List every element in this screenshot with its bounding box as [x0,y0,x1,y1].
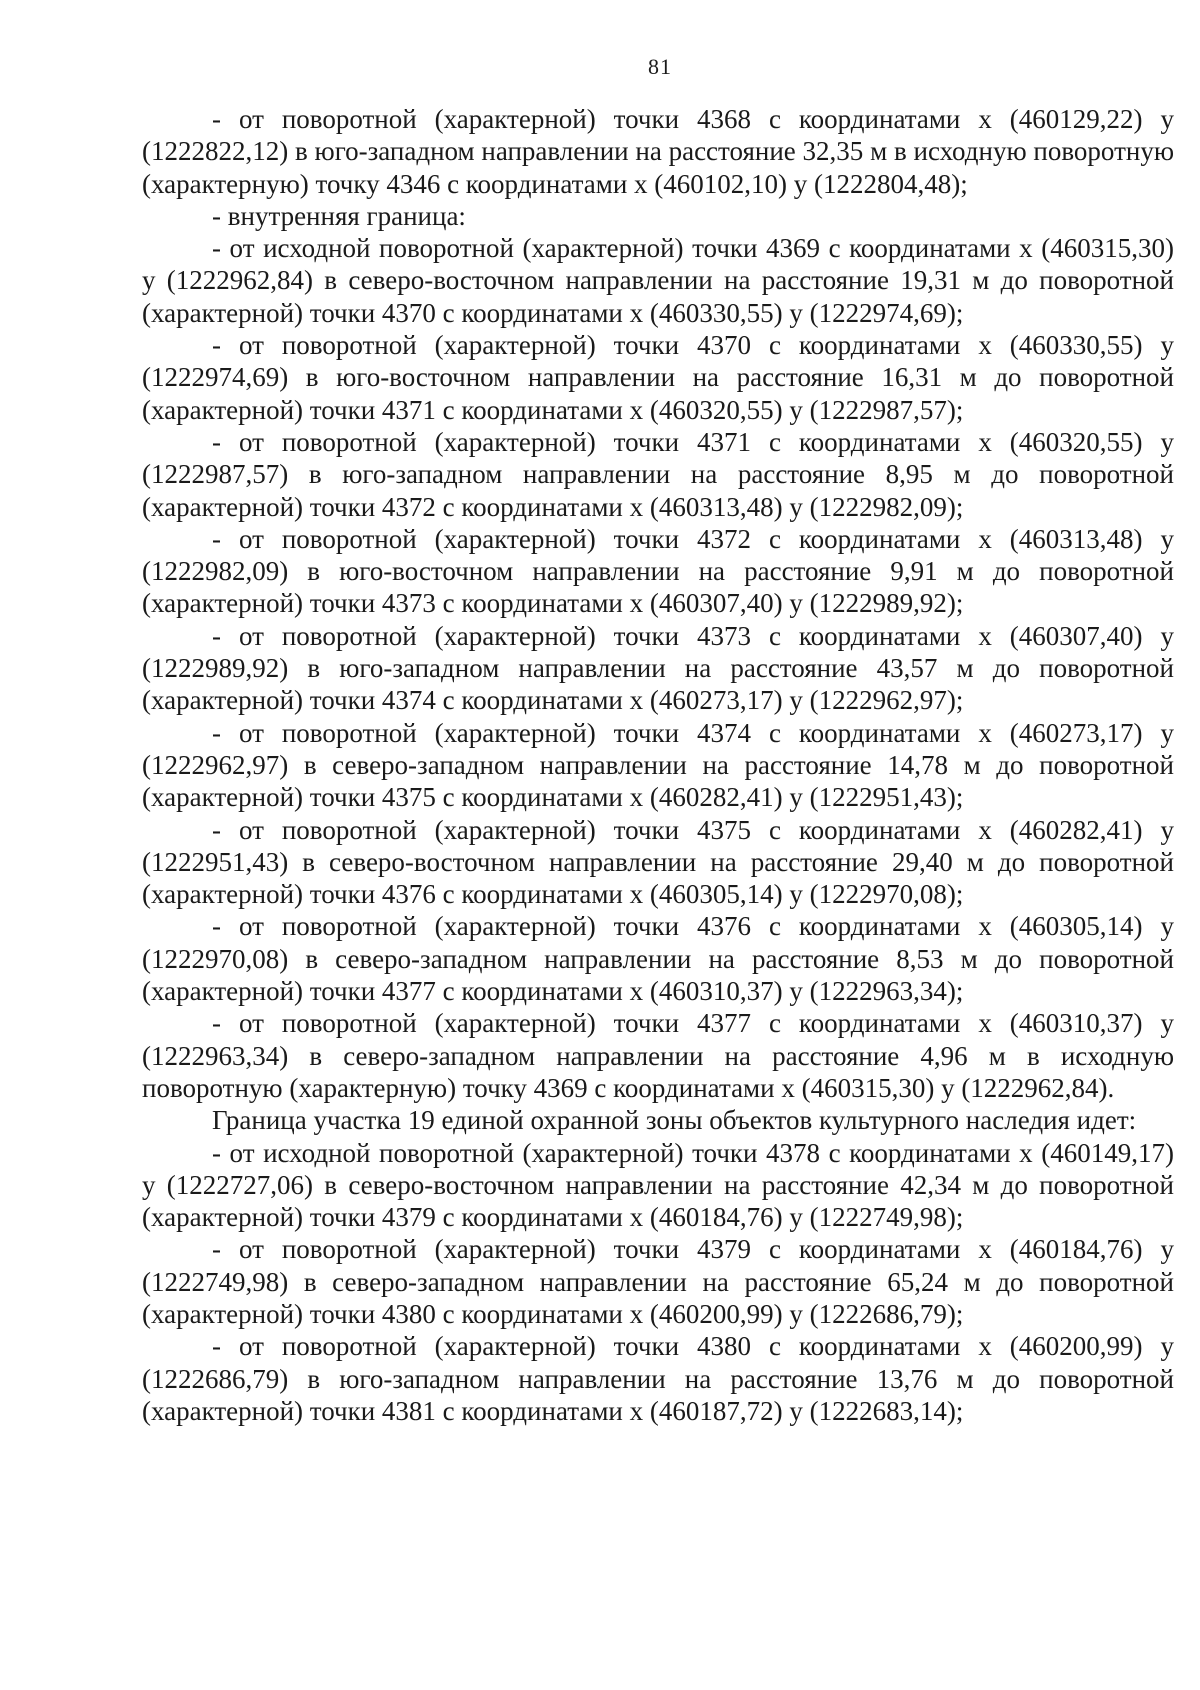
document-body [142,103,1174,1427]
paragraph-point-4377: - от поворотной (характерной) точки 4377 с координатами x (460310,37) y (1222963,34) в северо-западном направлении на расстояние 4,96 м в исходную поворотную (характерную) точку 4369 с координатами x (460315,30) y (1222962,84). [142,1008,1174,1103]
paragraph-point-4374: - от поворотной (характерной) точки 4374 с координатами x (460273,17) y (1222962,97) в северо-западном направлении на расстояние 14,78 м до поворотной (характерной) точки 4375 с координатами x (460282,41) y (1222951,43); [142,717,1174,813]
paragraph-point-4373: - от поворотной (характерной) точки 4373 с координатами x (460307,40) y (1222989,92) в юго-западном направлении на расстояние 43,57 м до поворотной (характерной) точки 4374 с координатами x (460273,17) y (1222962,97); [142,620,1174,716]
paragraph-point-4372: - от поворотной (характерной) точки 4372 с координатами x (460313,48) y (1222982,09) в юго-восточном направлении на расстояние 9,91 м до поворотной (характерной) точки 4373 с координатами x (460307,40) y (1222989,92); [142,523,1174,619]
paragraph-point-4376: - от поворотной (характерной) точки 4376 с координатами x (460305,14) y (1222970,08) в северо-западном направлении на расстояние 8,53 м до поворотной (характерной) точки 4377 с координатами x (460310,37) y (1222963,34); [142,911,1174,1007]
paragraph-point-4378: - от исходной поворотной (характерной) точки 4378 с координатами x (460149,17) y (1222727,06) в северо-восточном направлении на расстояние 42,34 м до поворотной (характерной) точки 4379 с координатами x (460184,76) y (1222749,98); [142,1137,1174,1233]
paragraph-point-4368: - от поворотной (характерной) точки 4368 с координатами x (460129,22) y (1222822,12) в юго-западном направлении на расстояние 32,35 м в исходную поворотную (характерную) точку 4346 с координатами x (460102,10) y (1222804,48); [142,104,1174,199]
paragraph-plot-19-heading: Граница участка 19 единой охранной зоны объектов культурного наследия идет: [212,1105,1137,1136]
paragraph-point-4380: - от поворотной (характерной) точки 4380 с координатами x (460200,99) y (1222686,79) в юго-западном направлении на расстояние 13,76 м до поворотной (характерной) точки 4381 с координатами x (460187,72) y (1222683,14); [142,1331,1174,1426]
paragraph-point-4375: - от поворотной (характерной) точки 4375 с координатами x (460282,41) y (1222951,43) в северо-восточном направлении на расстояние 29,40 м до поворотной (характерной) точки 4376 с координатами x (460305,14) y (1222970,08); [142,814,1174,910]
paragraph-point-4370: - от поворотной (характерной) точки 4370 с координатами x (460330,55) y (1222974,69) в юго-восточном направлении на расстояние 16,31 м до поворотной (характерной) точки 4371 с координатами x (460320,55) y (1222987,57); [142,330,1174,425]
paragraph-point-4369: - от исходной поворотной (характерной) точки 4369 с координатами x (460315,30) y (1222962,84) в северо-восточном направлении на расстояние 19,31 м до поворотной (характерной) точки 4370 с координатами x (460330,55) y (1222974,69); [142,233,1174,328]
paragraph-inner-boundary-heading: - внутренняя граница: [212,200,466,231]
paragraph-point-4379: - от поворотной (характерной) точки 4379 с координатами x (460184,76) y (1222749,98) в северо-западном направлении на расстояние 65,24 м до поворотной (характерной) точки 4380 с координатами x (460200,99) y (1222686,79); [142,1234,1174,1329]
page-number: 81 [648,54,672,79]
paragraph-point-4371: - от поворотной (характерной) точки 4371 с координатами x (460320,55) y (1222987,57) в юго-западном направлении на расстояние 8,95 м до поворотной (характерной) точки 4372 с координатами x (460313,48) y (1222982,09); [142,426,1174,522]
